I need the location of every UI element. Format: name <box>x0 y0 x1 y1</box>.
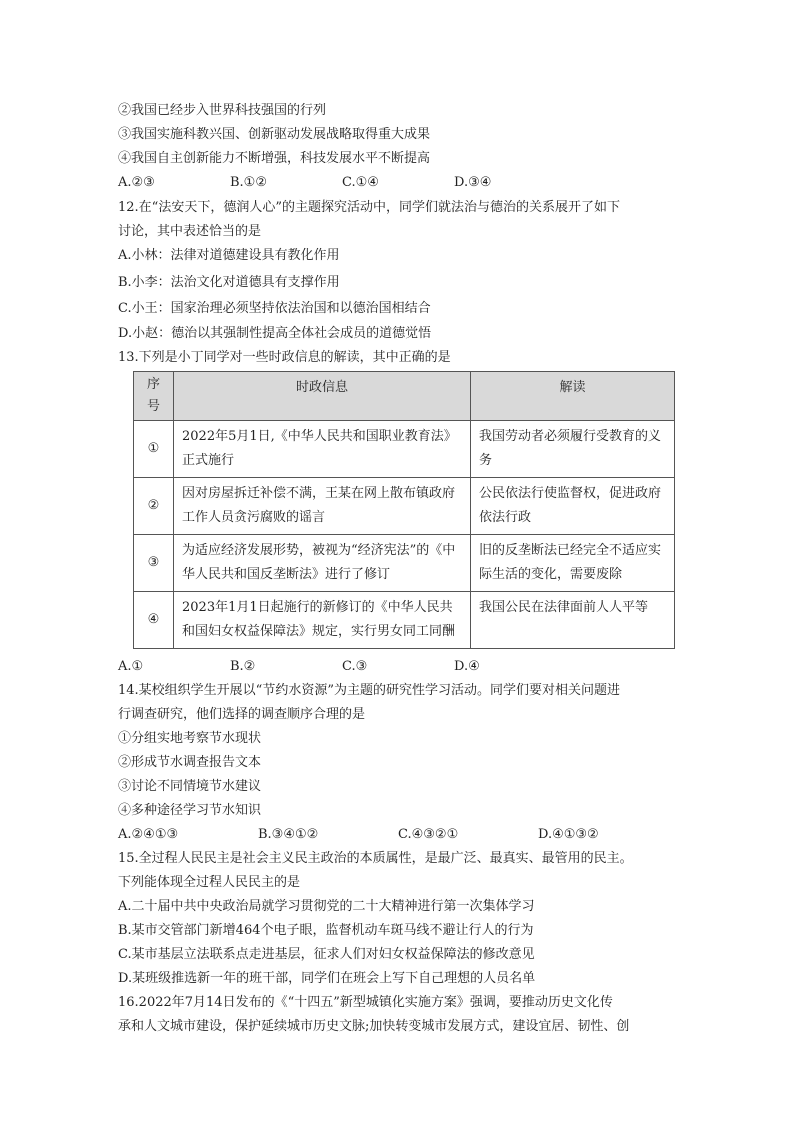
q12-stem-line-1: 12.在“法安天下，德润人心”的主题探究活动中，同学们就法治与德治的关系展开了如下 <box>118 200 620 215</box>
q14-options <box>118 825 678 845</box>
q15-option-d: D.某班级推选新一年的班干部，同学们在班会上写下自己理想的人员名单 <box>118 971 536 986</box>
row-number: ② <box>134 478 174 535</box>
q12-option-b: B.小李：法治文化对道德具有支撑作用 <box>118 275 340 290</box>
q13-options <box>118 657 678 677</box>
q13-option-a: A.① <box>118 659 144 674</box>
q13-option-c: C.③ <box>342 659 368 674</box>
row-interpretation: 旧的反垄断法已经完全不适应实际生活的变化，需要废除 <box>471 535 675 592</box>
q15-stem-line-1: 15.全过程人民民主是社会主义民主政治的本质属性，是最广泛、最真实、最管用的民主。 <box>118 851 633 866</box>
table-header-row <box>134 372 675 421</box>
row-interpretation: 我国公民在法律面前人人平等 <box>471 592 675 649</box>
row-interpretation: 我国劳动者必须履行受教育的义务 <box>471 421 675 478</box>
q13-option-b: B.② <box>230 659 256 674</box>
q12-stem-line-2: 讨论，其中表述恰当的是 <box>118 224 262 239</box>
row-info: 2022年5月1日,《中华人民共和国职业教育法》正式施行 <box>174 421 471 478</box>
q13-option-d: D.④ <box>454 659 480 674</box>
row-info: 为适应经济发展形势，被视为“经济宪法”的《中华人民共和国反垄断法》进行了修订 <box>174 535 471 592</box>
q13-stem: 13.下列是小丁同学对一些时政信息的解读，其中正确的是 <box>118 350 451 365</box>
q15-option-a: A.二十届中共中央政治局就学习贯彻党的二十大精神进行第一次集体学习 <box>118 899 535 914</box>
q14-item-1: ①分组实地考察节水现状 <box>118 731 262 746</box>
row-number: ① <box>134 421 174 478</box>
header-info: 时政信息 <box>174 372 471 421</box>
q14-item-3: ③讨论不同情境节水建议 <box>118 779 262 794</box>
q11-item-3: ③我国实施科教兴国、创新驱动发展战略取得重大成果 <box>118 127 431 142</box>
q14-stem-line-2: 行调查研究，他们选择的调查顺序合理的是 <box>118 707 366 722</box>
row-interpretation: 公民依法行使监督权，促进政府依法行政 <box>471 478 675 535</box>
q11-option-b: B.①② <box>230 175 267 190</box>
q14-option-d: D.④①③② <box>538 827 599 842</box>
q14-item-4: ④多种途径学习节水知识 <box>118 803 262 818</box>
q11-item-2: ②我国已经步入世界科技强国的行列 <box>118 103 327 118</box>
q11-option-a: A.②③ <box>118 175 155 190</box>
q16-stem-line-2: 承和人文城市建设，保护延续城市历史文脉;加快转变城市发展方式，建设宜居、韧性、创 <box>118 1019 630 1034</box>
table-row <box>134 421 675 478</box>
q15-option-c: C.某市基层立法联系点走进基层，征求人们对妇女权益保障法的修改意见 <box>118 947 535 962</box>
row-info: 因对房屋拆迁补偿不满，王某在网上散布镇政府工作人员贪污腐败的谣言 <box>174 478 471 535</box>
header-number: 序号 <box>134 372 174 421</box>
header-interpretation: 解读 <box>471 372 675 421</box>
q14-item-2: ②形成节水调查报告文本 <box>118 755 262 770</box>
q11-option-c: C.①④ <box>342 175 379 190</box>
row-number: ④ <box>134 592 174 649</box>
q15-option-b: B.某市交管部门新增464个电子眼，监督机动车斑马线不避让行人的行为 <box>118 923 534 938</box>
q14-stem-line-1: 14.某校组织学生开展以“节约水资源”为主题的研究性学习活动。同学们要对相关问题进 <box>118 683 620 698</box>
table-row <box>134 478 675 535</box>
q11-option-d: D.③④ <box>454 175 492 190</box>
row-number: ③ <box>134 535 174 592</box>
table-row <box>134 535 675 592</box>
q12-option-d: D.小赵：德治以其强制性提高全体社会成员的道德觉悟 <box>118 326 432 341</box>
q11-options <box>118 173 678 193</box>
q14-option-a: A.②④①③ <box>118 827 179 842</box>
table-row <box>134 592 675 649</box>
q11-item-4: ④我国自主创新能力不断增强，科技发展水平不断提高 <box>118 151 431 166</box>
q15-stem-line-2: 下列能体现全过程人民民主的是 <box>118 875 301 890</box>
q16-stem-line-1: 16.2022年7月14日发布的《“十四五”新型城镇化实施方案》强调，要推动历史文化传 <box>118 995 613 1010</box>
q14-option-b: B.③④①② <box>258 827 319 842</box>
q12-option-c: C.小王：国家治理必须坚持依法治国和以德治国相结合 <box>118 301 431 316</box>
q12-option-a: A.小林：法律对道德建设具有教化作用 <box>118 248 340 263</box>
row-info: 2023年1月1日起施行的新修订的《中华人民共和国妇女权益保障法》规定，实行男女同工同酬 <box>174 592 471 649</box>
q14-option-c: C.④③②① <box>398 827 459 842</box>
q13-table <box>133 371 675 649</box>
